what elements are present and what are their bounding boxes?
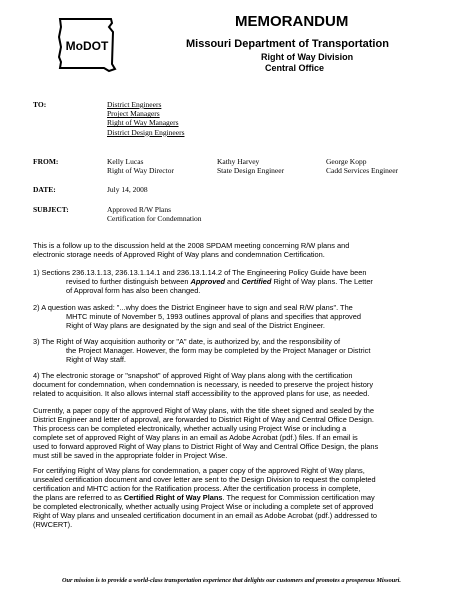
org-name: Missouri Department of Transportation [186, 38, 389, 50]
to-recipients [107, 100, 184, 137]
sender-title: Cadd Services Engineer [326, 166, 399, 176]
recipient: Right of Way Managers [107, 118, 179, 128]
subject-line: Approved R/W Plans [107, 205, 172, 214]
from-label: FROM: [33, 157, 59, 166]
mission-statement: Our mission is to provide a world-class transportation experience that delights our customers and promotes a prosperous Missouri. [61, 577, 402, 584]
logo-text: MoDOT [65, 39, 109, 53]
sender [326, 157, 398, 175]
item-4: 4) The electronic storage or "snapshot" of approved Right of Way plans along with the certification document for condemnation, when condemnation is necessary, is needed to preserve the project history related to acquisition. It also allows internal staff accessibility to the approved plans for use, as needed. [33, 371, 374, 398]
item-1: 1) Sections 236.13.1.13, 236.13.1.14.1 and 236.13.1.14.2 of The Engineering Policy Guide have been revised to further distinguish between Approved and Certified Right of Way plans. The Letter of Approval form has also been changed. [33, 268, 373, 295]
item-3: 3) The Right of Way acquisition authority or "A" date, is authorized by, and the responsibility of the Project Manager. However, the form may be completed by the Project Manager or District Right of Way staff. [33, 337, 371, 364]
subject-label: SUBJECT: [33, 205, 69, 214]
subject [107, 205, 202, 223]
division-name: Right of Way Division [261, 52, 354, 62]
sender-name: Kelly Lucas [107, 157, 144, 166]
sender [217, 157, 284, 175]
memo-title: MEMORANDUM [235, 13, 349, 30]
modot-logo [57, 17, 117, 73]
to-label: TO: [33, 100, 47, 109]
office-name: Central Office [265, 63, 325, 73]
item-2: 2) A question was asked: "...why does the District Engineer have to sign and seal R/W plans". The MHTC minute of November 5, 1993 outlines approval of plans and specifies that approved Right of Way plans are designated by the sign and seal of the District Engineer. [33, 303, 361, 330]
sender-title: State Design Engineer [217, 166, 285, 176]
sender [107, 157, 174, 175]
date-label: DATE: [33, 185, 56, 194]
sender-name: Kathy Harvey [217, 157, 260, 166]
paragraph-certification: For certifying Right of Way plans for condemnation, a paper copy of the approved Right of Way plans, unsealed certification document and cover letter are sent to the Design Division to request the completed certification and MHTC action for the Ratification process. After the certification process in complete, the plans are referred to as Certified Right of Way Plans. The request for Commission certification may be completed electronically, whether actually using Project Wise or including a complete set of approved Right of Way plans and unsealed certification document in an email as Adobe Acrobat (pdf.) addressed to (RWCERT). [33, 466, 378, 529]
intro-paragraph: This is a follow up to the discussion held at the 2008 SPDAM meeting concerning R/W plans and electronic storage needs of Approved Right of Way plans and condemnation Certification. [33, 241, 350, 259]
recipient: District Engineers [107, 100, 162, 109]
subject-line: Certification for Condemnation [107, 214, 202, 224]
sender-title: Right of Way Director [107, 166, 174, 176]
memo-date: July 14, 2008 [107, 185, 148, 194]
paragraph-electronic-plans: Currently, a paper copy of the approved Right of Way plans, with the title sheet signed and sealed by the District Engineer and letter of approval, are forwarded to District Right of Way and Central Office Design. This process can be completed electronically, whether actually using Project Wise or including a complete set of approved Right of Way plans in an email as Adobe Acrobat (pdf.) files. If an email is used to forward approved Right of Way plans to District Right of Way and Central Office Design, the plans must still be saved in the appropriate folder in Project Wise. [33, 406, 379, 460]
recipient: Project Managers [107, 109, 160, 119]
sender-name: George Kopp [326, 157, 367, 166]
recipient: District Design Engineers [107, 127, 185, 137]
